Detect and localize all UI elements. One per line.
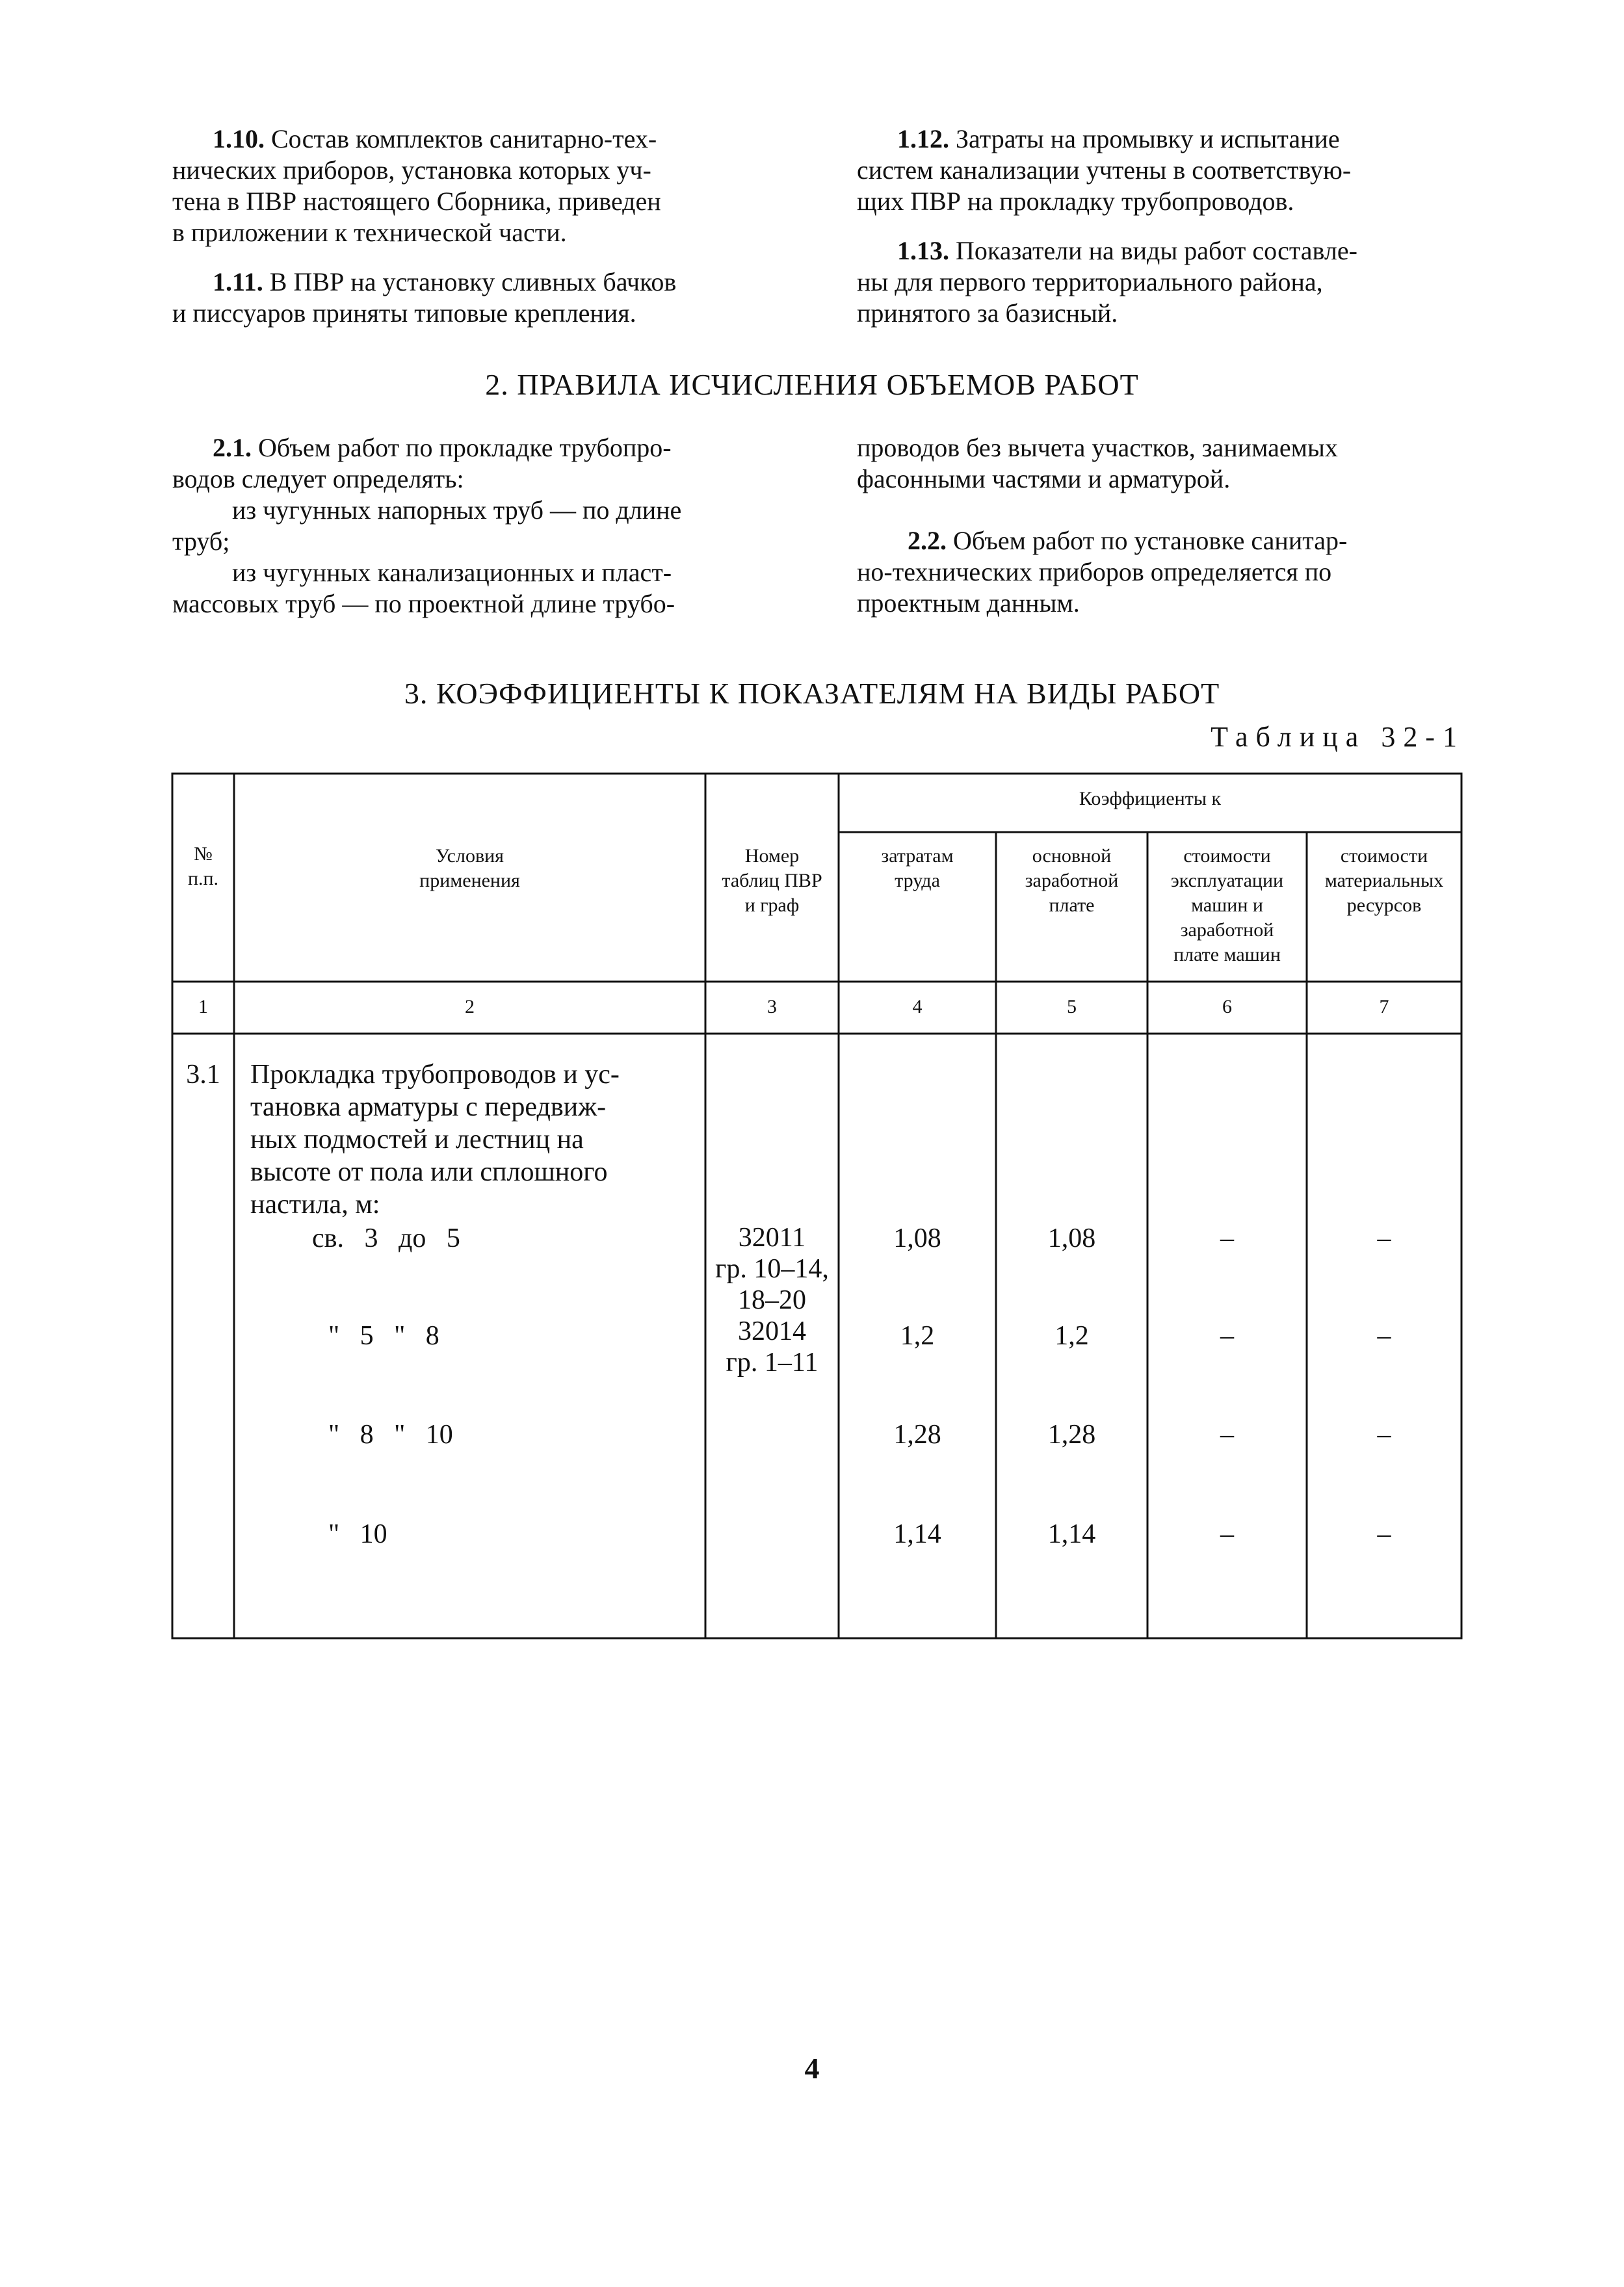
subrow-labor-coef: 1,14 <box>893 1519 941 1549</box>
header-text: и граф <box>744 895 800 916</box>
header-col-1 <box>172 842 234 891</box>
reference-line: 32014 <box>738 1316 806 1346</box>
header-text: применения <box>419 870 520 891</box>
text-line: нических приборов, установка которых уч- <box>172 155 651 185</box>
text-line: из чугунных напорных труб — по длине <box>232 495 682 525</box>
condition-line: высоте от пола или сплошного <box>250 1157 608 1187</box>
condition-line: тановка арматуры с передвиж- <box>250 1092 607 1122</box>
text-line: и писсуаров приняты типовые крепления. <box>172 298 636 328</box>
column-number: 3 <box>767 996 777 1017</box>
column-number: 2 <box>465 996 475 1017</box>
condition-line: настила, м: <box>250 1190 380 1220</box>
text-line: Объем работ по установке санитар- <box>953 526 1348 555</box>
paragraph-number: 1.13. <box>897 236 949 265</box>
header-text: стоимости <box>1183 845 1271 867</box>
header-text: материальных <box>1324 870 1444 891</box>
subrow-machine-coef: – <box>1220 1223 1234 1253</box>
subrow-material-coef: – <box>1377 1223 1391 1253</box>
subrow-material-coef: – <box>1377 1519 1391 1549</box>
header-col-7 <box>1307 844 1461 918</box>
text-line: Объем работ по прокладке трубопро- <box>258 433 672 462</box>
text-line: водов следует определять: <box>172 464 464 493</box>
header-text: заработной <box>1180 919 1274 941</box>
subrow-labor-coef: 1,28 <box>893 1420 941 1450</box>
subrow-material-coef: – <box>1377 1420 1391 1450</box>
column-number: 4 <box>912 996 923 1017</box>
header-text: п.п. <box>187 868 219 889</box>
text-line: принятого за базисный. <box>857 298 1118 328</box>
subrow-label: " 5 " 8 <box>328 1321 439 1351</box>
table-label: Таблица 32-1 <box>1211 721 1465 753</box>
subrow-machine-coef: – <box>1220 1519 1234 1549</box>
text-line: Состав комплектов санитарно-тех- <box>271 124 657 153</box>
header-text: затратам <box>881 845 954 867</box>
header-text: машин и <box>1191 895 1263 916</box>
subrow-machine-coef: – <box>1220 1321 1234 1351</box>
subrow-label: " 8 " 10 <box>328 1420 453 1450</box>
paragraph-number: 1.11. <box>213 267 263 296</box>
header-text: таблиц ПВР <box>722 870 822 891</box>
header-text: труда <box>895 870 940 891</box>
text-line: В ПВР на установку сливных бачков <box>269 267 677 296</box>
subrow-material-coef: – <box>1377 1321 1391 1351</box>
subrow-labor-coef: 1,08 <box>893 1223 941 1253</box>
reference-line: 18–20 <box>738 1285 806 1315</box>
row-number: 3.1 <box>186 1060 220 1090</box>
subrow-wage-coef: 1,14 <box>1047 1519 1096 1549</box>
text-line: Затраты на промывку и испытание <box>956 124 1340 153</box>
text-line: труб; <box>172 527 230 556</box>
text-line: Показатели на виды работ составле- <box>956 236 1357 265</box>
header-text: Номер <box>744 845 800 867</box>
header-text: стоимости <box>1340 845 1428 867</box>
section-2-title: 2. ПРАВИЛА ИСЧИСЛЕНИЯ ОБЪЕМОВ РАБОТ <box>485 368 1139 401</box>
reference-line: гр. 10–14, <box>715 1254 829 1284</box>
text-line: тена в ПВР настоящего Сборника, приведен <box>172 187 661 216</box>
text-line: фасонными частями и арматурой. <box>857 464 1231 493</box>
text-line: проектным данным. <box>857 588 1080 618</box>
text-line: щих ПВР на прокладку трубопроводов. <box>857 187 1294 216</box>
section-3-title: 3. КОЭФФИЦИЕНТЫ К ПОКАЗАТЕЛЯМ НА ВИДЫ РАБОТ <box>404 677 1220 710</box>
header-text: плате <box>1049 895 1095 916</box>
column-number: 5 <box>1067 996 1077 1017</box>
row-reference <box>705 1222 839 1378</box>
text-line: проводов без вычета участков, занимаемых <box>857 433 1338 462</box>
subrow-labor-coef: 1,2 <box>900 1321 935 1351</box>
row-condition <box>250 1058 699 1221</box>
header-coefficients-group: Коэффициенты к <box>1079 788 1222 809</box>
condition-line: ных подмостей и лестниц на <box>250 1125 584 1155</box>
condition-line: Прокладка трубопроводов и ус- <box>250 1060 620 1090</box>
header-text: заработной <box>1025 870 1119 891</box>
column-number: 6 <box>1222 996 1232 1017</box>
page-number: 4 <box>804 2052 820 2085</box>
subrow-wage-coef: 1,08 <box>1047 1223 1096 1253</box>
header-col-4 <box>839 844 996 893</box>
text-line: но-технических приборов определяется по <box>857 557 1332 586</box>
header-text: № <box>194 843 213 865</box>
header-text: Условия <box>436 845 504 867</box>
header-text: ресурсов <box>1346 895 1422 916</box>
text-line: в приложении к технической части. <box>172 218 567 247</box>
text-line: систем канализации учтены в соответствую- <box>857 155 1352 185</box>
text-line: ны для первого территориального района, <box>857 267 1323 296</box>
reference-line: гр. 1–11 <box>726 1348 819 1378</box>
text-line: из чугунных канализационных и пласт- <box>232 558 672 587</box>
header-text: эксплуатации <box>1170 870 1284 891</box>
text-line: массовых труб — по проектной длине трубо- <box>172 589 675 618</box>
paragraph-number: 2.2. <box>908 526 947 555</box>
header-col-6 <box>1147 844 1307 967</box>
subrow-machine-coef: – <box>1220 1420 1234 1450</box>
header-col-5 <box>996 844 1147 918</box>
subrow-label: св. 3 до 5 <box>312 1223 460 1253</box>
subrow-wage-coef: 1,28 <box>1047 1420 1096 1450</box>
reference-line: 32011 <box>738 1223 806 1253</box>
subrow-wage-coef: 1,2 <box>1054 1321 1089 1351</box>
column-number: 1 <box>198 996 208 1017</box>
header-col-2 <box>234 844 705 893</box>
header-col-3 <box>705 844 839 918</box>
paragraph-number: 1.10. <box>213 124 265 153</box>
paragraph-number: 2.1. <box>213 433 252 462</box>
subrow-label: " 10 <box>328 1519 387 1549</box>
column-number: 7 <box>1379 996 1389 1017</box>
header-text: плате машин <box>1173 944 1281 965</box>
header-text: основной <box>1032 845 1112 867</box>
paragraph-number: 1.12. <box>897 124 949 153</box>
